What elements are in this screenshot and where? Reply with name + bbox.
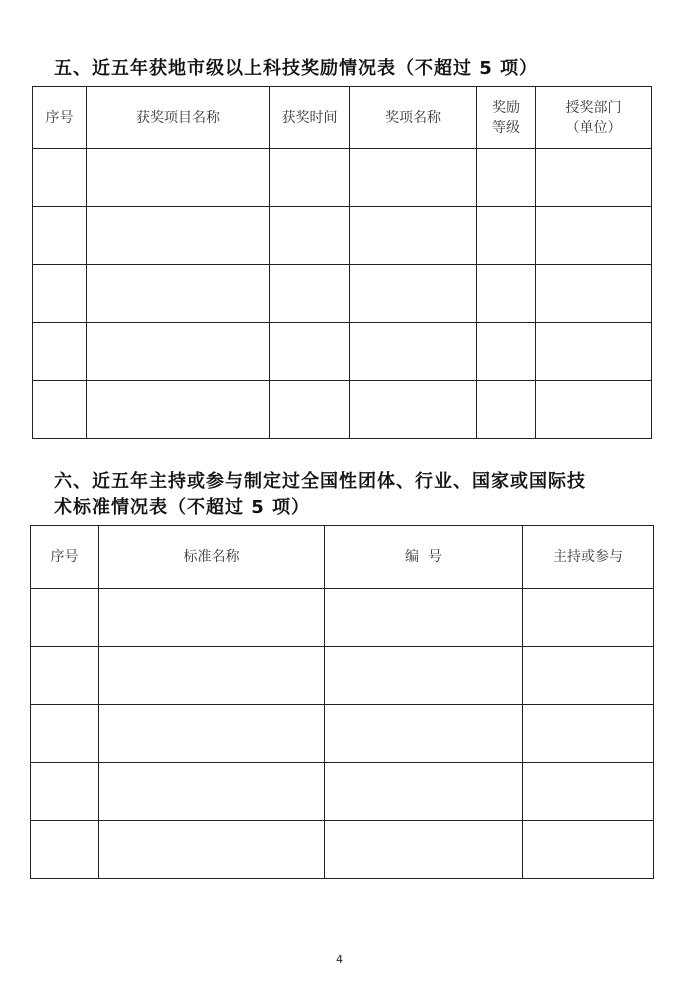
table-row xyxy=(33,381,652,439)
col-standard-number: 编 号 xyxy=(325,526,523,589)
table-cell[interactable] xyxy=(523,705,654,763)
awards-table xyxy=(32,86,652,439)
col-serial-number: 序号 xyxy=(31,526,99,589)
table-cell[interactable] xyxy=(33,381,87,439)
table-cell[interactable] xyxy=(536,323,652,381)
table-cell[interactable] xyxy=(87,149,270,207)
standards-header-row xyxy=(31,526,654,589)
table-cell[interactable] xyxy=(87,265,270,323)
table-row xyxy=(31,647,654,705)
table-cell[interactable] xyxy=(325,589,523,647)
table-cell[interactable] xyxy=(325,821,523,879)
col-serial-number: 序号 xyxy=(33,87,87,149)
col-award-level: 奖励 等级 xyxy=(477,87,536,149)
col-awarding-unit: 授奖部门 （单位） xyxy=(536,87,652,149)
table-cell[interactable] xyxy=(270,381,350,439)
col-award-name: 奖项名称 xyxy=(350,87,477,149)
table-cell[interactable] xyxy=(31,647,99,705)
table-cell[interactable] xyxy=(325,647,523,705)
col-role: 主持或参与 xyxy=(523,526,654,589)
table-cell[interactable] xyxy=(477,265,536,323)
table-cell[interactable] xyxy=(270,265,350,323)
section6-title-line2: 术标准情况表（不超过 5 项） xyxy=(54,497,311,518)
table-row xyxy=(31,821,654,879)
table-cell[interactable] xyxy=(33,149,87,207)
table-cell[interactable] xyxy=(31,763,99,821)
table-cell[interactable] xyxy=(31,821,99,879)
table-row xyxy=(31,763,654,821)
table-cell[interactable] xyxy=(99,821,325,879)
table-cell[interactable] xyxy=(99,763,325,821)
table-cell[interactable] xyxy=(536,207,652,265)
table-cell[interactable] xyxy=(33,265,87,323)
col-project-name: 获奖项目名称 xyxy=(87,87,270,149)
table-cell[interactable] xyxy=(477,323,536,381)
table-cell[interactable] xyxy=(350,265,477,323)
table-cell[interactable] xyxy=(270,207,350,265)
col-standard-name: 标准名称 xyxy=(99,526,325,589)
table-cell[interactable] xyxy=(523,821,654,879)
section6-title-line1: 六、近五年主持或参与制定过全国性团体、行业、国家或国际技 xyxy=(54,471,586,492)
table-cell[interactable] xyxy=(87,207,270,265)
table-cell[interactable] xyxy=(350,323,477,381)
col-award-time: 获奖时间 xyxy=(270,87,350,149)
table-row xyxy=(31,589,654,647)
section6-title xyxy=(54,469,644,521)
table-cell[interactable] xyxy=(523,589,654,647)
table-row xyxy=(33,265,652,323)
table-cell[interactable] xyxy=(536,265,652,323)
table-cell[interactable] xyxy=(523,763,654,821)
table-cell[interactable] xyxy=(523,647,654,705)
awards-header-row xyxy=(33,87,652,149)
table-cell[interactable] xyxy=(536,149,652,207)
table-cell[interactable] xyxy=(33,207,87,265)
table-cell[interactable] xyxy=(325,705,523,763)
table-cell[interactable] xyxy=(99,589,325,647)
table-cell[interactable] xyxy=(99,705,325,763)
table-cell[interactable] xyxy=(325,763,523,821)
table-cell[interactable] xyxy=(477,207,536,265)
table-cell[interactable] xyxy=(477,381,536,439)
table-row xyxy=(33,323,652,381)
table-cell[interactable] xyxy=(350,381,477,439)
table-row xyxy=(33,207,652,265)
table-cell[interactable] xyxy=(270,149,350,207)
table-cell[interactable] xyxy=(31,589,99,647)
table-cell[interactable] xyxy=(350,149,477,207)
standards-table xyxy=(30,525,654,879)
table-cell[interactable] xyxy=(99,647,325,705)
table-cell[interactable] xyxy=(350,207,477,265)
table-cell[interactable] xyxy=(536,381,652,439)
section5-title: 五、近五年获地市级以上科技奖励情况表（不超过 5 项） xyxy=(54,58,539,79)
table-cell[interactable] xyxy=(33,323,87,381)
table-cell[interactable] xyxy=(31,705,99,763)
page-number: 4 xyxy=(336,953,343,966)
table-cell[interactable] xyxy=(477,149,536,207)
table-row xyxy=(33,149,652,207)
table-cell[interactable] xyxy=(270,323,350,381)
table-cell[interactable] xyxy=(87,323,270,381)
table-row xyxy=(31,705,654,763)
table-cell[interactable] xyxy=(87,381,270,439)
